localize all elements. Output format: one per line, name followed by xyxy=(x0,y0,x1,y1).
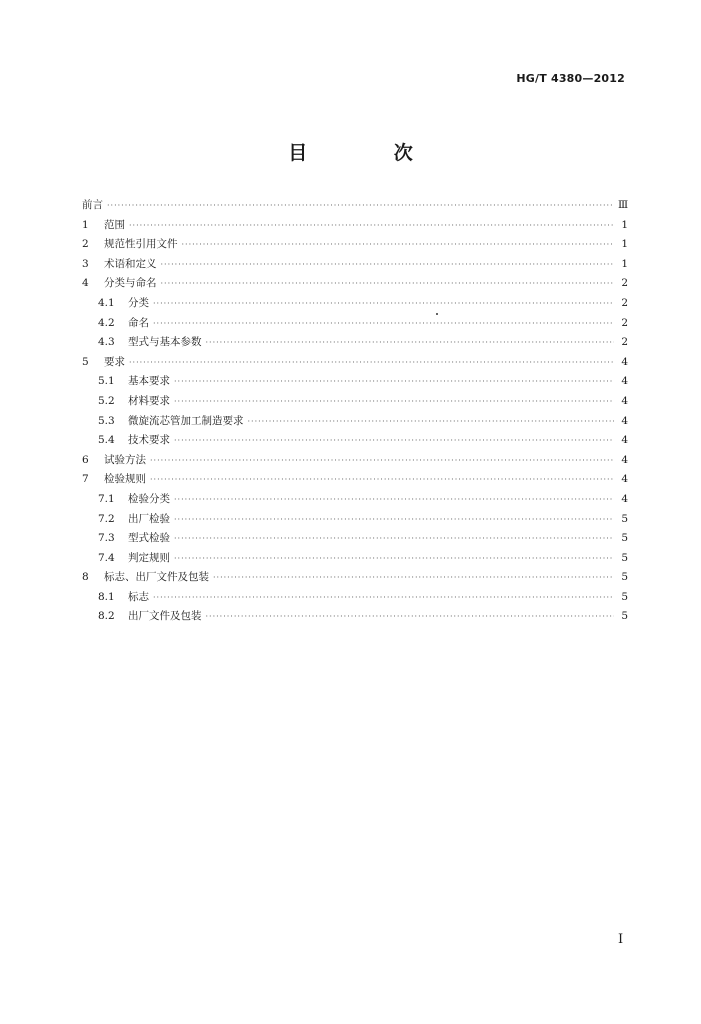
toc-leader-dots xyxy=(213,568,614,588)
toc-entry-number: 8.2 xyxy=(98,610,115,623)
toc-entry-label: 范围 xyxy=(104,218,125,231)
toc-entry-label: 型式检验 xyxy=(128,532,170,545)
toc-entry-label: 术语和定义 xyxy=(104,257,157,270)
toc-leader-dots xyxy=(107,196,614,216)
toc-leader-dots xyxy=(174,490,614,510)
toc-entry[interactable] xyxy=(82,588,628,608)
standard-code: HG/T 4380—2012 xyxy=(516,72,625,85)
toc-entry-label: 标志 xyxy=(128,590,149,603)
toc-entry-page: 2 xyxy=(621,336,628,349)
page-title: 目 次 xyxy=(288,142,453,164)
toc-entry[interactable] xyxy=(82,294,628,314)
toc-entry-number: 4 xyxy=(82,277,89,290)
toc-entry-label: 出厂检验 xyxy=(128,512,170,525)
toc-entry-number: 5.4 xyxy=(98,434,115,447)
toc-entry[interactable] xyxy=(82,333,628,353)
toc-entry-number: 4.1 xyxy=(98,296,115,309)
toc-entry-page: 5 xyxy=(621,590,628,603)
toc-entry-number: 5.3 xyxy=(98,414,115,427)
toc-leader-dots xyxy=(206,333,615,353)
toc-entry[interactable] xyxy=(82,314,628,334)
toc-entry[interactable] xyxy=(82,235,628,255)
toc-leader-dots xyxy=(129,216,614,236)
toc-entry[interactable] xyxy=(82,372,628,392)
toc-entry-page: 4 xyxy=(621,473,628,486)
toc-entry-page: 5 xyxy=(621,512,628,525)
toc-entry[interactable] xyxy=(82,451,628,471)
toc-entry[interactable] xyxy=(82,412,628,432)
toc-entry-page: 2 xyxy=(621,277,628,290)
toc-entry-label: 标志、出厂文件及包装 xyxy=(104,571,209,584)
scan-speck xyxy=(436,313,438,315)
toc-leader-dots xyxy=(248,412,615,432)
page-number: I xyxy=(618,932,624,947)
toc-entry-page: 2 xyxy=(621,296,628,309)
toc-entry-label: 型式与基本参数 xyxy=(128,336,202,349)
toc-entry[interactable] xyxy=(82,470,628,490)
toc-entry[interactable] xyxy=(82,353,628,373)
toc-entry-page: 1 xyxy=(621,257,628,270)
toc-leader-dots xyxy=(153,294,614,314)
toc-leader-dots xyxy=(174,549,614,569)
toc-entry-number: 7 xyxy=(82,473,89,486)
toc-entry-number: 2 xyxy=(82,238,89,251)
toc-entry-label: 判定规则 xyxy=(128,551,170,564)
toc-entry-label: 材料要求 xyxy=(128,394,170,407)
toc-entry-page: 1 xyxy=(621,238,628,251)
toc-leader-dots xyxy=(129,353,614,373)
toc-entry[interactable] xyxy=(82,529,628,549)
toc-entry-label: 分类 xyxy=(128,296,149,309)
toc-entry[interactable] xyxy=(82,431,628,451)
toc-entry[interactable] xyxy=(82,568,628,588)
toc-entry-label: 试验方法 xyxy=(104,453,146,466)
toc-entry-label: 命名 xyxy=(128,316,149,329)
toc-entry[interactable] xyxy=(82,255,628,275)
toc-entry-number: 7.3 xyxy=(98,532,115,545)
toc-entry-number: 7.2 xyxy=(98,512,115,525)
toc-leader-dots xyxy=(153,314,614,334)
toc-entry-number: 5.2 xyxy=(98,394,115,407)
toc-entry[interactable] xyxy=(82,274,628,294)
toc-entry[interactable] xyxy=(82,392,628,412)
toc-leader-dots xyxy=(150,470,614,490)
toc-leader-dots xyxy=(161,255,615,275)
toc-entry-page: 1 xyxy=(621,218,628,231)
toc-leader-dots xyxy=(206,607,615,627)
toc-entry-label: 基本要求 xyxy=(128,375,170,388)
toc-entry-page: 4 xyxy=(621,492,628,505)
toc-entry-label: 前言 xyxy=(82,199,103,211)
toc-entry-label: 出厂文件及包装 xyxy=(128,610,202,623)
toc-entry-page: 5 xyxy=(621,571,628,584)
toc-entry-label: 分类与命名 xyxy=(104,277,157,290)
toc-entry-label: 微旋流芯管加工制造要求 xyxy=(128,414,244,427)
toc-entry-page: 4 xyxy=(621,355,628,368)
toc-entry-number: 8 xyxy=(82,571,89,584)
toc-leader-dots xyxy=(174,431,614,451)
table-of-contents xyxy=(82,196,628,627)
toc-entry-number: 8.1 xyxy=(98,590,115,603)
toc-leader-dots xyxy=(150,451,614,471)
toc-entry-page: 2 xyxy=(621,316,628,329)
toc-entry-number: 3 xyxy=(82,257,89,270)
toc-leader-dots xyxy=(174,510,614,530)
toc-entry-label: 检验分类 xyxy=(128,492,170,505)
toc-leader-dots xyxy=(174,392,614,412)
toc-entry-number: 7.4 xyxy=(98,551,115,564)
toc-leader-dots xyxy=(182,235,615,255)
toc-entry-page: 4 xyxy=(621,414,628,427)
toc-entry-number: 4.3 xyxy=(98,336,115,349)
toc-entry[interactable] xyxy=(82,196,628,216)
toc-entry-number: 1 xyxy=(82,218,89,231)
toc-entry-label: 技术要求 xyxy=(128,434,170,447)
toc-entry-page: 4 xyxy=(621,375,628,388)
toc-leader-dots xyxy=(161,274,615,294)
toc-entry-number: 5.1 xyxy=(98,375,115,388)
toc-entry-label: 检验规则 xyxy=(104,473,146,486)
toc-entry-number: 7.1 xyxy=(98,492,115,505)
toc-entry-page: 5 xyxy=(621,532,628,545)
toc-entry-label: 要求 xyxy=(104,355,125,368)
toc-leader-dots xyxy=(153,588,614,608)
toc-entry-number: 4.2 xyxy=(98,316,115,329)
toc-entry[interactable] xyxy=(82,216,628,236)
toc-leader-dots xyxy=(174,529,614,549)
toc-entry[interactable] xyxy=(82,490,628,510)
toc-leader-dots xyxy=(174,372,614,392)
toc-entry-page: 4 xyxy=(621,394,628,407)
toc-entry-page: 4 xyxy=(621,434,628,447)
toc-entry-label: 规范性引用文件 xyxy=(104,238,178,251)
toc-entry-page: Ⅲ xyxy=(618,199,629,211)
toc-entry[interactable] xyxy=(82,510,628,530)
toc-entry-page: 5 xyxy=(621,610,628,623)
toc-entry-number: 5 xyxy=(82,355,89,368)
toc-entry-page: 5 xyxy=(621,551,628,564)
toc-entry[interactable] xyxy=(82,549,628,569)
toc-entry-page: 4 xyxy=(621,453,628,466)
toc-entry-number: 6 xyxy=(82,453,89,466)
toc-entry[interactable] xyxy=(82,607,628,627)
